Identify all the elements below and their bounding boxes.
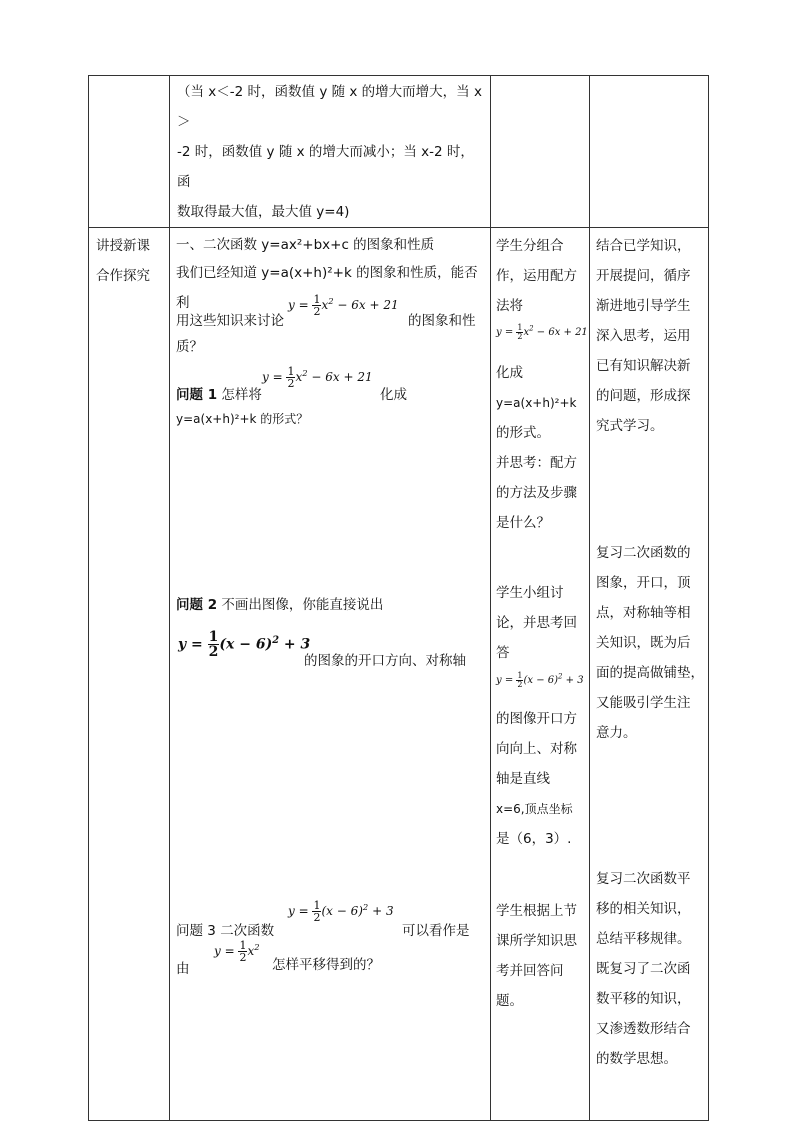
text-line: 的图像开口方: [496, 711, 577, 727]
activity-block: [496, 358, 577, 538]
question-text: 二次函数: [220, 923, 275, 939]
equation-base: y = $\frac{1}{2}$ $x^2$: [214, 939, 260, 964]
equation-vertex-small: y = $\frac{1}{2}$ $(x - 6)^2 + 3$: [496, 671, 584, 689]
activity-block: [496, 896, 577, 1016]
text-line: 又渗透数形结合: [596, 1021, 691, 1037]
text-line: 学生小组讨: [496, 585, 564, 601]
text-line: -2 时，函数值 y 随 x 的增大而减小；当 x-2 时，函: [177, 144, 474, 190]
text-line: 论，并思考回: [496, 615, 577, 631]
question-form: y=a(x+h)²+k 的形式？: [176, 412, 309, 426]
text-line: 数平移的知识，: [596, 991, 691, 1007]
text-line: 复习二次函数平: [596, 871, 691, 887]
text-line: 是什么？: [496, 515, 550, 531]
equation-fn: y = $\frac{1}{2}$ $x^2 - 6x + 21$: [288, 293, 399, 318]
text-line: 结合已学知识，: [596, 238, 691, 254]
text-line: 数取得最大值，最大值 y=4): [177, 204, 350, 220]
text-line: 轴是直线: [496, 771, 550, 787]
question-label: 问题 1: [176, 387, 218, 403]
text-line: （当 x＜-2 时，函数值 y 随 x 的增大而增大，当 x＞: [177, 84, 482, 130]
section-heading: 一、二次函数 y=ax²+bx+c 的图象和性质: [176, 237, 435, 253]
activity-block: [496, 578, 577, 668]
text-line: 并思考：配方: [496, 455, 577, 471]
activity-block: [496, 704, 577, 854]
text-line: 考并回答问: [496, 963, 564, 979]
intent-block: [596, 231, 691, 441]
question-text: 怎样平移得到的？: [272, 957, 380, 973]
stage-cell-empty: [89, 76, 170, 228]
text-line: 作，运用配方: [496, 268, 577, 284]
text-line: 的数学思想。: [596, 1051, 677, 1067]
text-line: 的形式。: [496, 425, 550, 441]
text-line: 课所学知识思: [496, 933, 577, 949]
equation-fn-small: y = $\frac{1}{2}$ $x^2 - 6x + 21$: [496, 323, 588, 341]
text-line: 的问题，形成探: [596, 388, 691, 404]
equation-vertex: y = $\frac{1}{2}$ $(x - 6)^2 + 3$: [178, 629, 311, 660]
activity-cell-empty: [491, 76, 590, 228]
text-line: 点，对称轴等相: [596, 605, 691, 621]
text-line: 总结平移规律。: [596, 931, 691, 947]
stage-cell: [89, 228, 170, 1121]
intent-block: [596, 538, 704, 748]
question-text: 由: [176, 961, 190, 977]
student-activity-cell: [491, 228, 590, 1121]
text-line: 是（6，3）.: [496, 831, 572, 847]
intro-line: 用这些知识来讨论: [176, 313, 284, 329]
equation-vertex: y = $\frac{1}{2}$ $(x - 6)^2 + 3$: [288, 899, 394, 924]
text-line: 已有知识解决新: [596, 358, 691, 374]
text-line: 图象，开口，顶: [596, 575, 691, 591]
text-line: 题。: [496, 993, 523, 1009]
question-2: [176, 590, 383, 620]
intent-cell-empty: [590, 76, 709, 228]
intent-block: [596, 864, 691, 1074]
lesson-plan-table: [88, 75, 709, 1121]
text-line: 又能吸引学生注: [596, 695, 691, 711]
text-line: 向向上、对称: [496, 741, 577, 757]
text-line: 意力。: [596, 725, 637, 741]
stage-label: 合作探究: [96, 268, 150, 284]
question-label: 问题 2: [176, 597, 218, 613]
table-row: [89, 76, 709, 228]
question-text: 化成: [380, 387, 407, 403]
stage-label: 讲授新课: [96, 238, 150, 254]
design-intent-cell: [590, 228, 709, 1121]
activity-block: [496, 231, 577, 321]
question-text: 的图象的开口方向、对称轴: [304, 653, 466, 669]
text-line: 答: [496, 645, 510, 661]
question-text: 可以看作是: [402, 923, 470, 939]
text-line: 既复习了二次函: [596, 961, 691, 977]
intro-line: 我们已经知道 y=a(x+h)²+k 的图象和性质，能否利: [176, 265, 478, 311]
intro-line: 的图象和性: [408, 313, 476, 329]
question-text: 不画出图像，你能直接说出: [221, 597, 384, 613]
content-cell: [170, 228, 491, 1121]
text-line: 法将: [496, 298, 523, 314]
text-line: 究式学习。: [596, 418, 664, 434]
text-line: 深入思考，运用: [596, 328, 691, 344]
intro-line: 质？: [176, 339, 203, 355]
text-line: 关知识，既为后: [596, 635, 691, 651]
text-line: 移的相关知识，: [596, 901, 691, 917]
text-line: 化成: [496, 365, 523, 381]
equation-fn: y = $\frac{1}{2}$ $x^2 - 6x + 21$: [262, 365, 373, 390]
text-line: 复习二次函数的: [596, 545, 691, 561]
text-line: 面的提高做铺垫，: [596, 665, 704, 681]
content-cell-top: [170, 76, 491, 228]
question-text: 怎样将: [221, 387, 262, 403]
question-label: 问题 3: [176, 923, 216, 939]
table-row: [89, 228, 709, 1121]
text-line: 开展提问，循序: [596, 268, 691, 284]
text-line: 学生根据上节: [496, 903, 577, 919]
text-line: 学生分组合: [496, 238, 564, 254]
text-line: y=a(x+h)²+k: [496, 396, 577, 410]
text-line: 渐进地引导学生: [596, 298, 691, 314]
text-line: 的方法及步骤: [496, 485, 577, 501]
text-line: x=6,顶点坐标: [496, 802, 573, 816]
